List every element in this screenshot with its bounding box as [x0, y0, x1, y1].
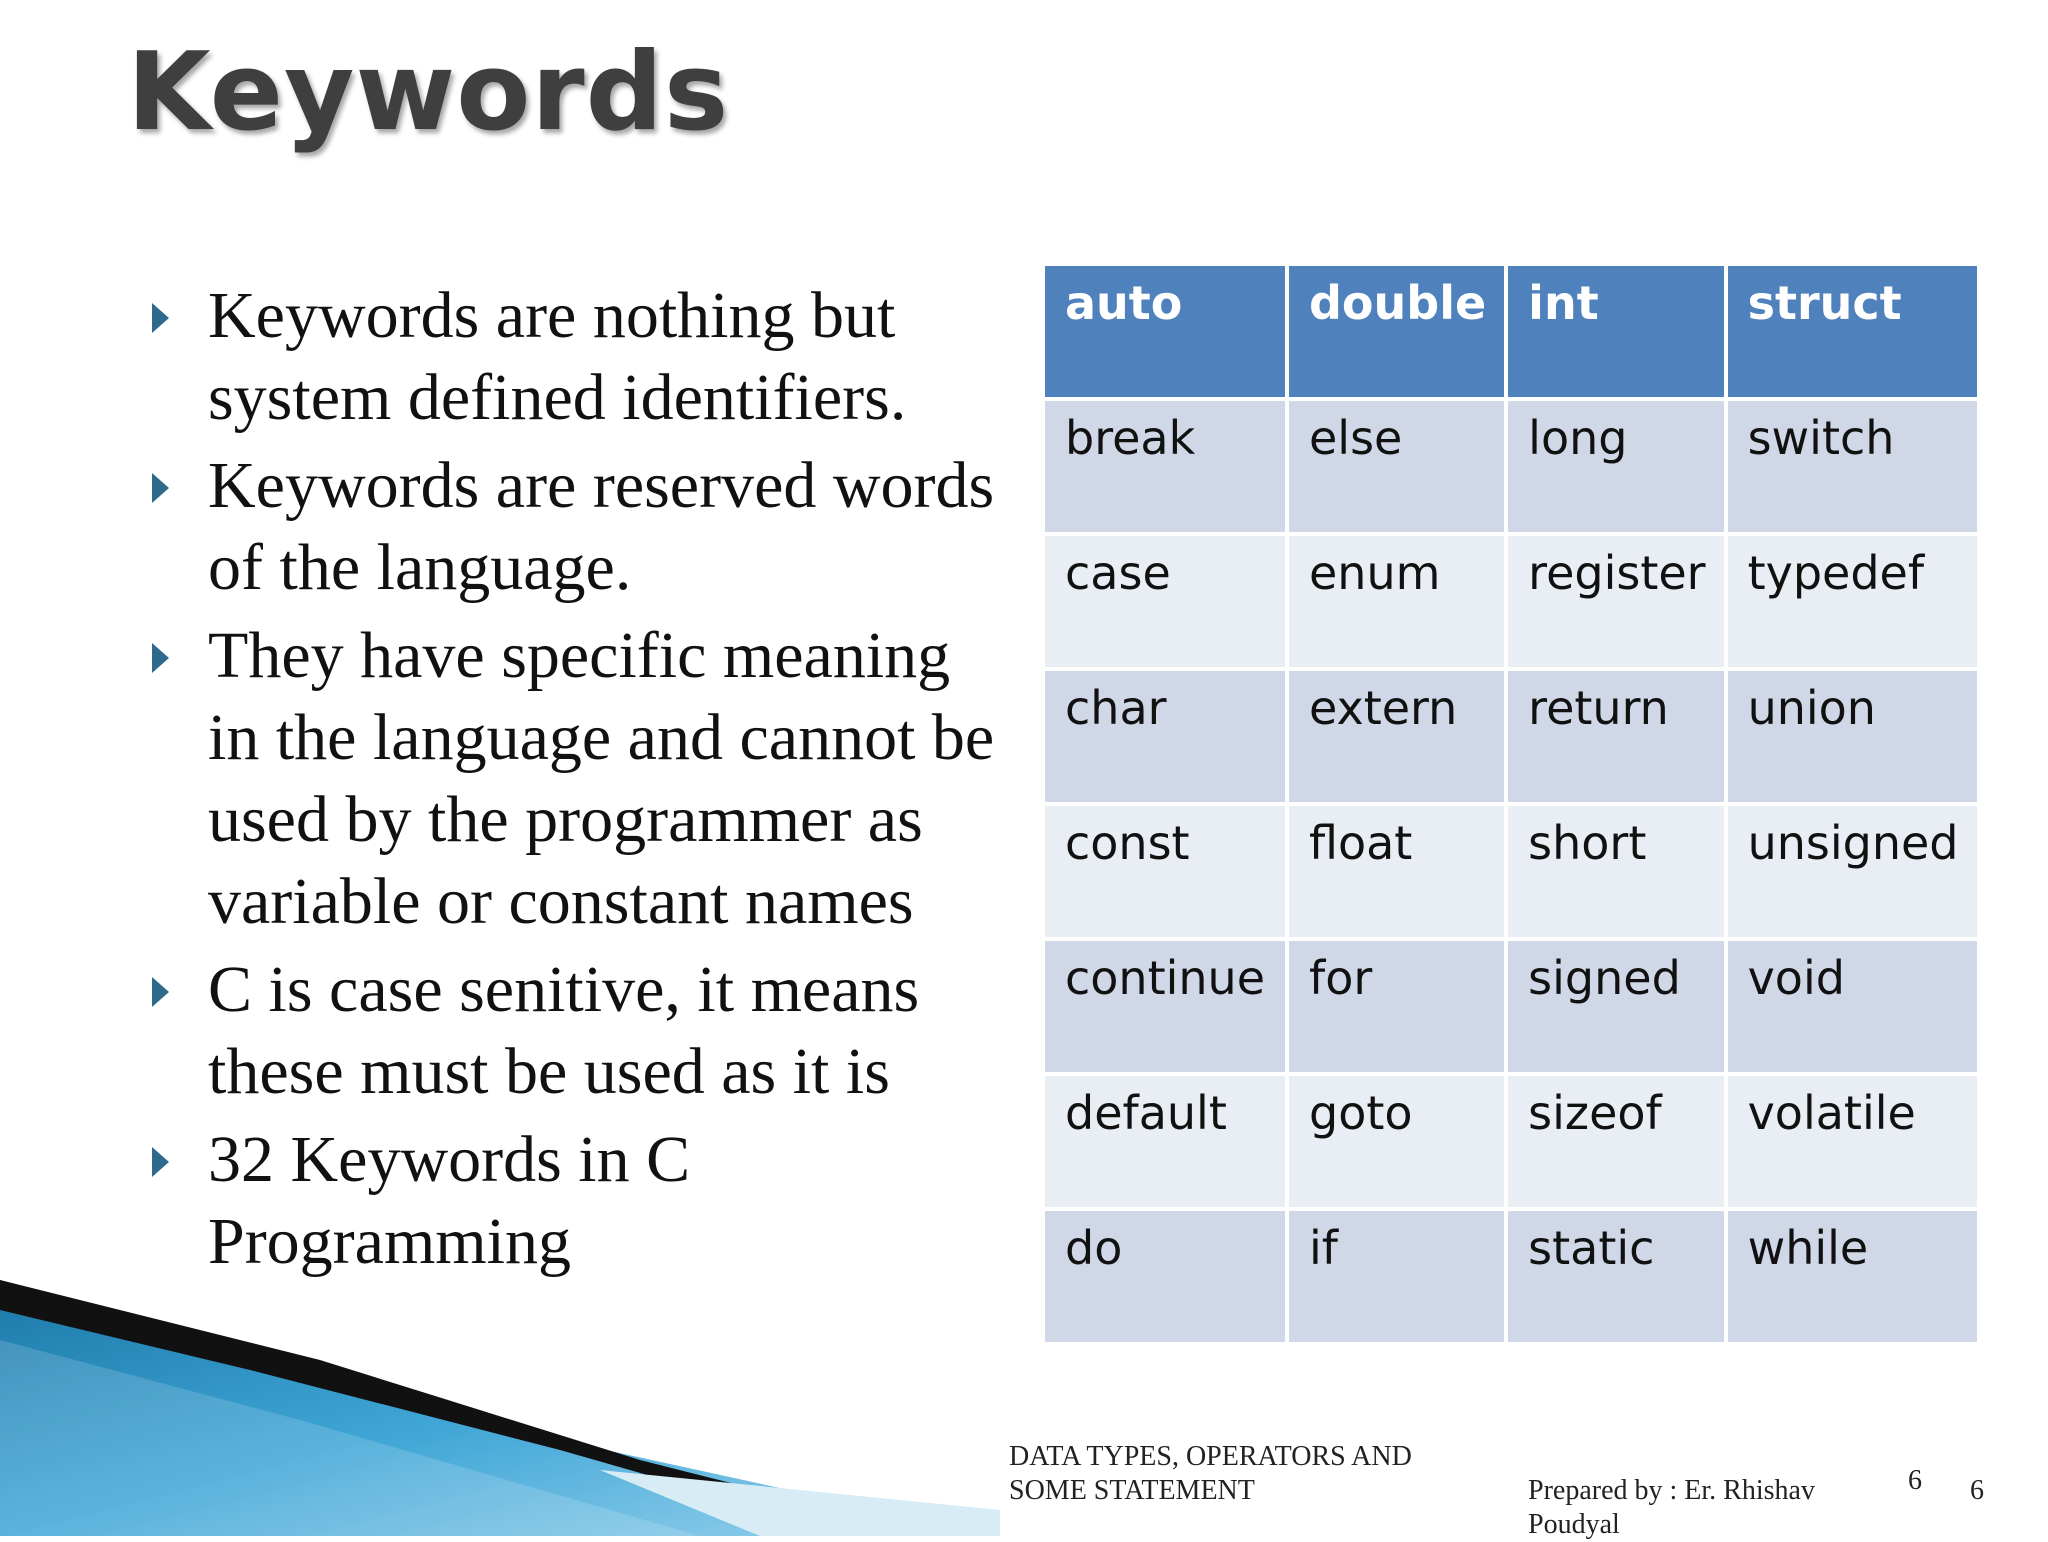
table-row [1045, 401, 1977, 532]
footer-topic: DATA TYPES, OPERATORS AND SOME STATEMENT [1009, 1441, 1412, 1506]
bullet-item [140, 275, 1000, 439]
table-row [1045, 1076, 1977, 1207]
table-header-cell: struct [1728, 266, 1977, 397]
bullet-text: Keywords are reserved words of the language. [208, 449, 995, 604]
table-header-cell: double [1289, 266, 1504, 397]
bullet-text: 32 Keywords in C Programming [208, 1123, 691, 1278]
table-cell: typedef [1728, 536, 1977, 667]
decorative-swoosh [0, 1280, 1000, 1536]
table-row [1045, 806, 1977, 937]
table-cell: register [1508, 536, 1723, 667]
triangle-bullet-icon [152, 303, 169, 333]
bullet-text: They have specific meaning in the language and cannot be used by the programmer as variable or constant names [208, 619, 995, 938]
table-row [1045, 1211, 1977, 1342]
table-row [1045, 941, 1977, 1072]
table-cell: short [1508, 806, 1723, 937]
bullet-item [140, 1119, 1000, 1283]
table-cell: continue [1045, 941, 1285, 1072]
table-cell: for [1289, 941, 1504, 1072]
table-cell: return [1508, 671, 1723, 802]
bullet-list [140, 275, 1000, 1289]
table-cell: union [1728, 671, 1977, 802]
bullet-item [140, 949, 1000, 1113]
table-row [1045, 671, 1977, 802]
table-cell: if [1289, 1211, 1504, 1342]
table-cell: void [1728, 941, 1977, 1072]
bullet-text: C is case senitive, it means these must be used as it is [208, 953, 920, 1108]
table-cell: extern [1289, 671, 1504, 802]
table-cell: default [1045, 1076, 1285, 1207]
table-header-cell: auto [1045, 266, 1285, 397]
table-cell: while [1728, 1211, 1977, 1342]
table-cell: char [1045, 671, 1285, 802]
table-header-cell: int [1508, 266, 1723, 397]
slide-title: Keywords [127, 30, 730, 155]
table-cell: unsigned [1728, 806, 1977, 937]
table-cell: goto [1289, 1076, 1504, 1207]
table-cell: case [1045, 536, 1285, 667]
triangle-bullet-icon [152, 977, 169, 1007]
triangle-bullet-icon [152, 1147, 169, 1177]
table-cell: else [1289, 401, 1504, 532]
keywords-table [1041, 262, 1981, 1346]
bullet-item [140, 615, 1000, 943]
table-cell: do [1045, 1211, 1285, 1342]
table-cell: long [1508, 401, 1723, 532]
page-number: 6 [1908, 1465, 1922, 1496]
table-cell: static [1508, 1211, 1723, 1342]
table-cell: volatile [1728, 1076, 1977, 1207]
table-cell: const [1045, 806, 1285, 937]
table-cell: signed [1508, 941, 1723, 1072]
bullet-item [140, 445, 1000, 609]
table-row [1045, 536, 1977, 667]
bullet-text: Keywords are nothing but system defined identifiers. [208, 279, 907, 434]
footer-author: Prepared by : Er. Rhishav Poudyal [1528, 1475, 1815, 1540]
table-cell: break [1045, 401, 1285, 532]
table-header-row [1045, 266, 1977, 397]
triangle-bullet-icon [152, 473, 169, 503]
table-cell: enum [1289, 536, 1504, 667]
table-cell: switch [1728, 401, 1977, 532]
page-number: 6 [1970, 1475, 1984, 1506]
table-cell: sizeof [1508, 1076, 1723, 1207]
table-cell: float [1289, 806, 1504, 937]
triangle-bullet-icon [152, 643, 169, 673]
